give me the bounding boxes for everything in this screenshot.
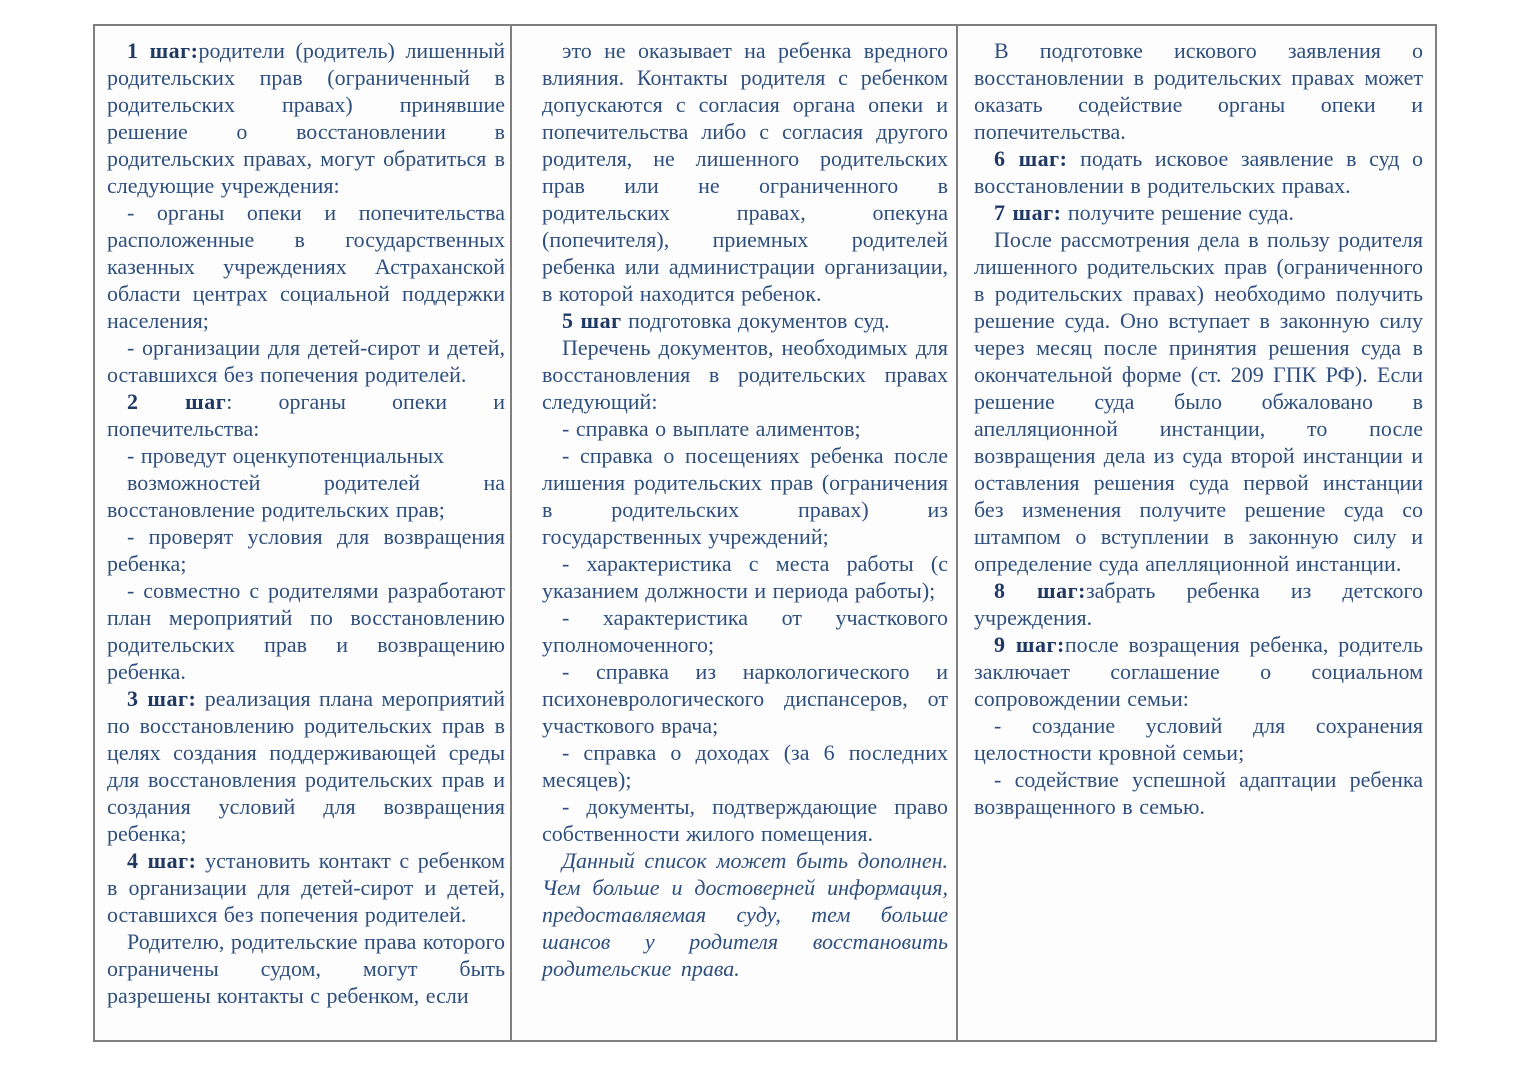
step-label: 3 шаг:	[127, 686, 197, 711]
paragraph: - характеристика от участкового уполномоченного;	[542, 605, 948, 657]
paragraph: это не оказывает на ребенка вредного влияния. Контакты родителя с ребенком допускаются с согласия органа опеки и попечительства либо с согласия другого родителя, не лишенного родительских прав или не ограниченного в родительских правах, опекуна (попечителя), приемных родителей ребенка или администрации организации, в которой находится ребенок.	[542, 38, 948, 306]
paragraph: После рассмотрения дела в пользу родителя лишенного родительских прав (ограниченного в родительских правах) необходимо получить решение суда. Оно вступает в законную силу через месяц после принятия решения суда в окончательной форме (ст. 209 ГПК РФ). Если решение суда было обжаловано в апелляционной инстанции, то после возвращения дела из суда второй инстанции и оставления решения суда первой инстанции без изменения получите решение суда со штампом о вступлении в законную силу и определение суда апелляционной инстанции.	[974, 227, 1423, 576]
step-paragraph: 4 шаг: установить контакт с ребенком в организации для детей-сирот и детей, оставшихся без попечения родителей.	[107, 848, 506, 927]
paragraph: - организации для детей-сирот и детей, оставшихся без попечения родителей.	[107, 335, 505, 387]
paragraph: Перечень документов, необходимых для восстановления в родительских правах следующий:	[542, 335, 948, 414]
paragraph: - проведут оценкупотенциальных	[127, 443, 445, 468]
step-paragraph: 7 шаг: получите решение суда.	[994, 200, 1294, 225]
paragraph: - содействие успешной адаптации ребенка возвращенного в семью.	[974, 767, 1423, 819]
paragraph: - характеристика с места работы (с указанием должности и периода работы);	[542, 551, 948, 603]
paragraph: - проверят условия для возвращения ребенка;	[107, 524, 505, 576]
step-label: 4 шаг:	[127, 848, 197, 873]
paragraph: - документы, подтверждающие право собственности жилого помещения.	[542, 794, 948, 846]
paragraph: Родителю, родительские права которого ограничены судом, могут быть разрешены контакты с ребенком, если	[107, 929, 506, 1008]
step-paragraph: 3 шаг: реализация плана мероприятий по восстановлению родительских прав в целях создания поддерживающей среды для восстановления родительских прав и создания условий для возвращения ребенка;	[107, 686, 505, 846]
paragraph: Данный список может быть дополнен. Чем больше и достоверней информация, предоставляемая суду, тем больше шансов у родителя восстановить родительские права.	[542, 848, 948, 981]
step-paragraph: 8 шаг:забрать ребенка из детского учреждения.	[974, 578, 1423, 630]
step-label: 5 шаг	[562, 308, 622, 333]
step-label: 2 шаг	[127, 389, 227, 414]
step-paragraph: 1 шаг:родители (родитель) лишенный родительских прав (ограниченный в родительских правах) принявшие решение о восстановлении в родительских правах, могут обратиться в следующие учреждения:	[107, 38, 506, 198]
step-paragraph: 5 шаг подготовка документов суд.	[562, 308, 890, 333]
paragraph: - справка о выплате алиментов;	[562, 416, 861, 441]
steps-table	[93, 24, 1437, 1042]
paragraph: - органы опеки и попечительства расположенные в государственных казенных учреждениях Астраханской области центрах социальной поддержки населения;	[107, 200, 505, 333]
table-column-3	[958, 26, 1435, 1040]
table-column-2	[512, 26, 958, 1040]
step-paragraph: 2 шаг: органы опеки и попечительства:	[107, 389, 505, 441]
step-label: 6 шаг:	[994, 146, 1068, 171]
paragraph: - справка о доходах (за 6 последних месяцев);	[542, 740, 948, 792]
step-paragraph: 6 шаг: подать исковое заявление в суд о восстановлении в родительских правах.	[974, 146, 1423, 198]
table-column-1	[95, 26, 512, 1040]
paragraph: - создание условий для сохранения целостности кровной семьи;	[974, 713, 1423, 765]
step-label: 8 шаг:	[994, 578, 1086, 603]
step-label: 9 шаг:	[994, 632, 1065, 657]
paragraph: - совместно с родителями разработают план мероприятий по восстановлению родительских прав и возвращению ребенка.	[107, 578, 505, 684]
paragraph: В подготовке искового заявления о восстановлении в родительских правах может оказать содействие органы опеки и попечительства.	[974, 38, 1423, 144]
step-label: 1 шаг:	[127, 38, 199, 63]
step-label: 7 шаг:	[994, 200, 1062, 225]
step-paragraph: 9 шаг:после возращения ребенка, родитель заключает соглашение о социальном сопровождении семьи:	[974, 632, 1423, 711]
paragraph: возможностей родителей на восстановление родительских прав;	[107, 470, 505, 522]
paragraph: - справка из наркологического и психоневрологического диспансеров, от участкового врача;	[542, 659, 948, 738]
paragraph: - справка о посещениях ребенка после лишения родительских прав (ограничения в родительских правах) из государственных учреждений;	[542, 443, 948, 549]
